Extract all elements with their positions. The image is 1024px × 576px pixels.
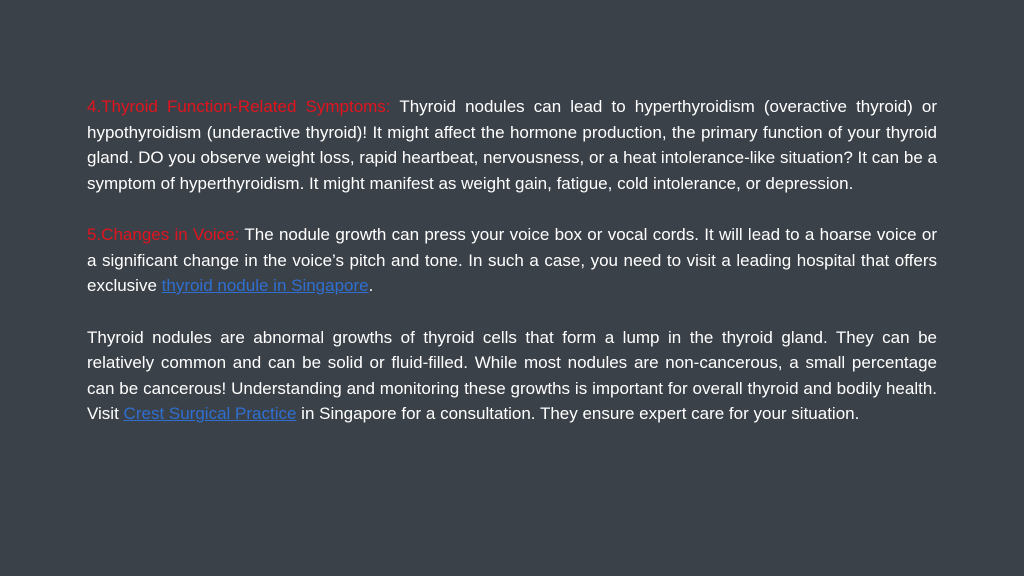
section-body-voice-changes: The nodule growth can press your voice box or vocal cords. It will lead to a hoarse voice or a significant change in the voice’s pitch and tone. In such a case, you need to visit a leading hospital that offers exclusive	[87, 225, 937, 295]
thyroid-nodule-link[interactable]: thyroid nodule in Singapore	[161, 276, 369, 295]
section-voice-changes	[87, 222, 937, 299]
section-heading-voice-changes: 5.Changes in Voice:	[87, 225, 240, 244]
section-body-voice-changes-end: .	[368, 276, 374, 295]
section-thyroid-function	[87, 94, 937, 196]
section-heading-thyroid-function: 4.Thyroid Function-Related Symptoms:	[87, 97, 391, 116]
slide-content	[87, 94, 937, 427]
summary-body-end: in Singapore for a consultation. They ensure expert care for your situation.	[296, 404, 860, 423]
section-summary	[87, 325, 937, 427]
summary-body: Thyroid nodules are abnormal growths of thyroid cells that form a lump in the thyroid gland. They can be relatively common and can be solid or fluid-filled. While most nodules are non-cancerous, a small percentage can be cancerous! Understanding and monitoring these growths is important for overall thyroid and bodily health. Visit	[87, 327, 937, 423]
section-body-thyroid-function: Thyroid nodules can lead to hyperthyroidism (overactive thyroid) or hypothyroidism (underactive thyroid)! It might affect the hormone production, the primary function of your thyroid gland. DO you observe weight loss, rapid heartbeat, nervousness, or a heat intolerance-like situation? It can be a symptom of hyperthyroidism. It might manifest as weight gain, fatigue, cold intolerance, or depression.	[87, 97, 937, 193]
crest-surgical-practice-link[interactable]: Crest Surgical Practice	[123, 404, 297, 423]
